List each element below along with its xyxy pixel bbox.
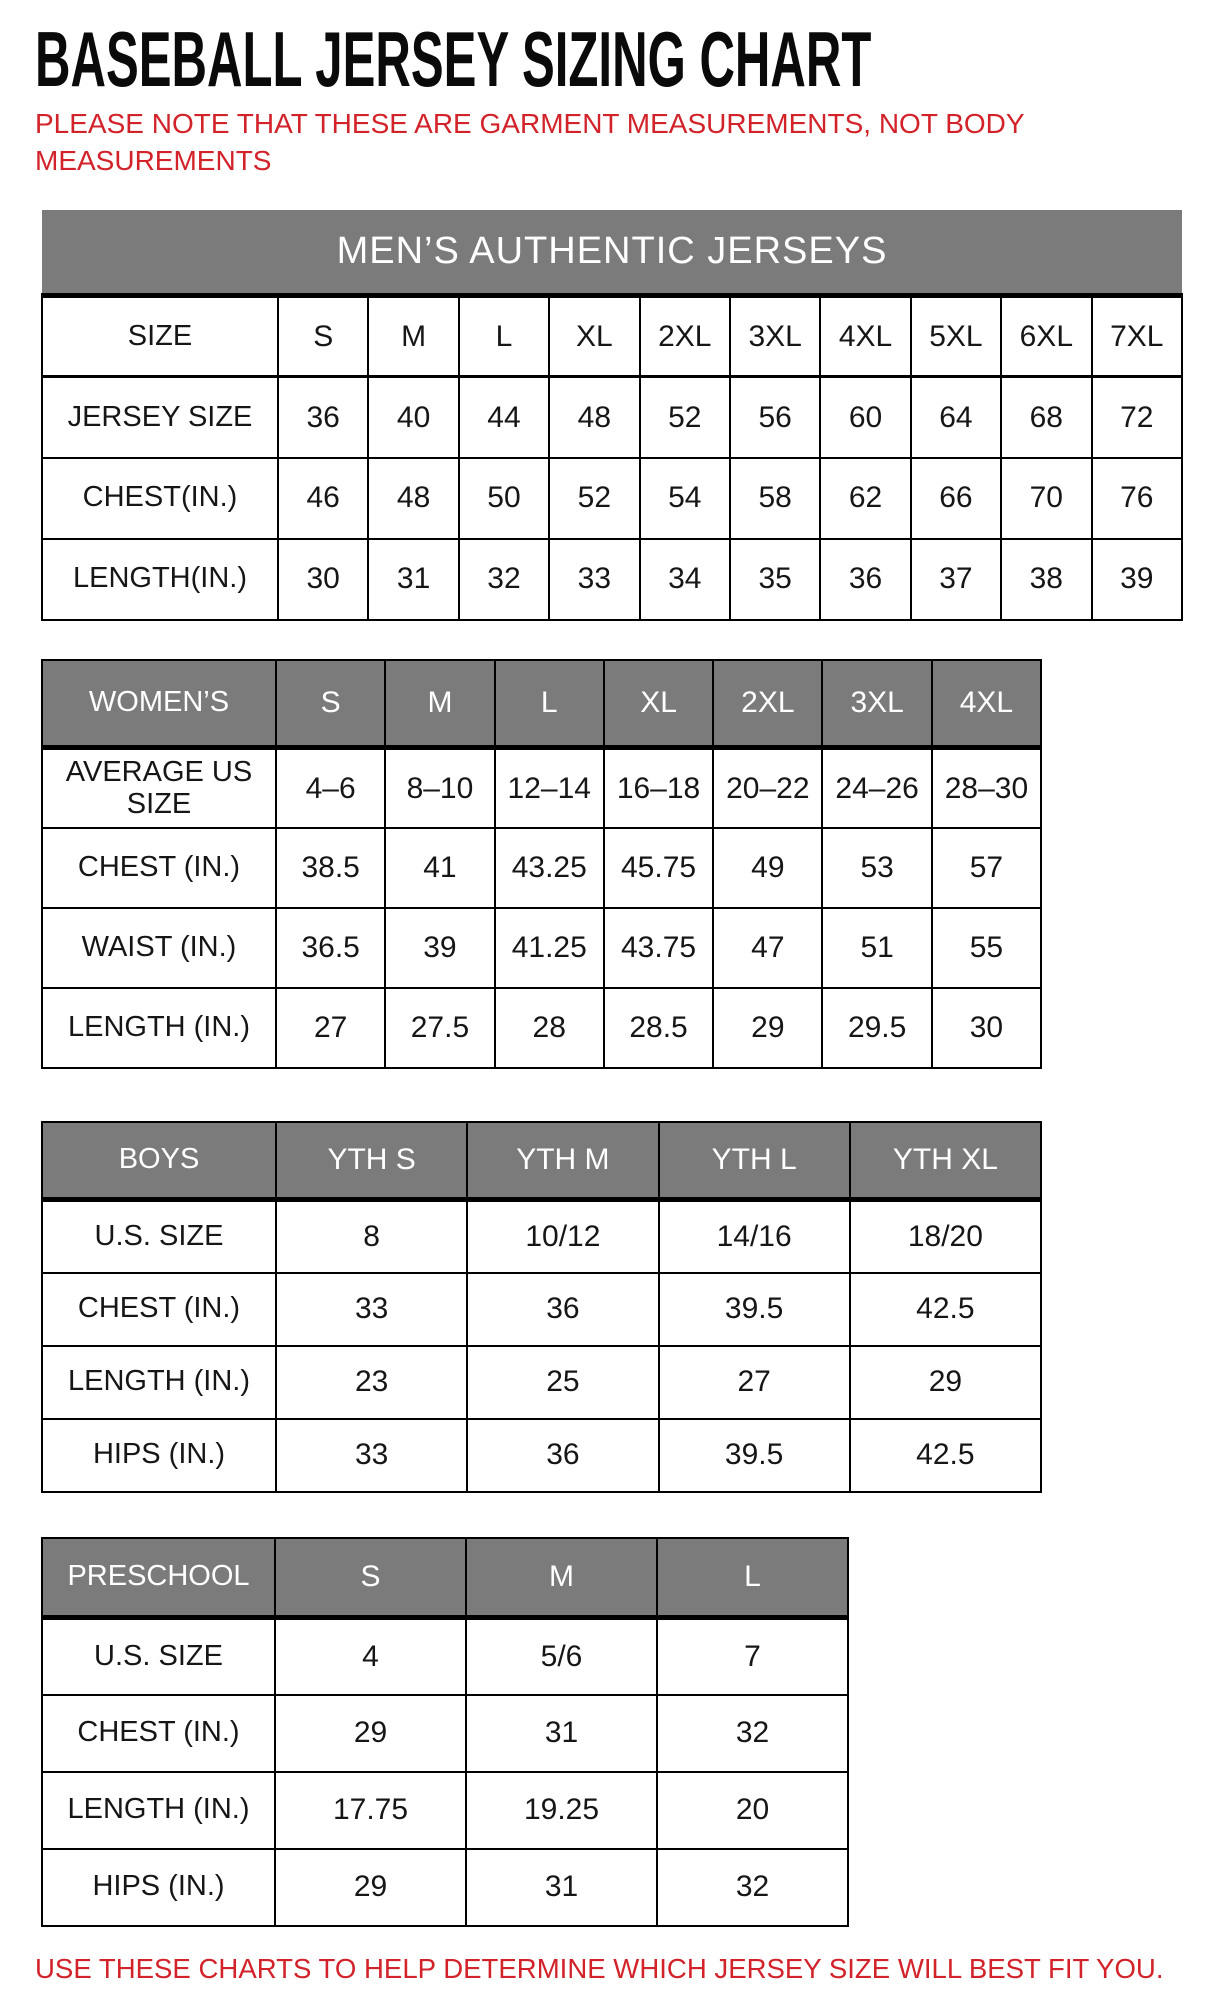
row-label: LENGTH (IN.) — [42, 988, 276, 1068]
row-label: JERSEY SIZE — [42, 377, 278, 458]
cell-value: 28.5 — [604, 988, 713, 1068]
row-label: AVERAGE US SIZE — [42, 748, 276, 828]
page-title: BASEBALL JERSEY SIZING CHART — [35, 15, 872, 103]
table-row — [42, 539, 1182, 620]
table-row — [42, 1695, 848, 1772]
cell-value: 39 — [1092, 539, 1183, 620]
cell-value: 25 — [467, 1346, 658, 1419]
cell-value: 52 — [640, 377, 730, 458]
column-header: 6XL — [1001, 296, 1091, 377]
column-header: 2XL — [713, 660, 822, 748]
table-row — [42, 296, 1182, 377]
cell-value: 42.5 — [850, 1419, 1041, 1492]
cell-value: 57 — [932, 828, 1041, 908]
cell-value: 39.5 — [659, 1273, 850, 1346]
cell-value: 32 — [657, 1695, 848, 1772]
cell-value: 27 — [659, 1346, 850, 1419]
column-header: 5XL — [911, 296, 1001, 377]
cell-value: 14/16 — [659, 1200, 850, 1273]
cell-value: 45.75 — [604, 828, 713, 908]
cell-value: 29 — [850, 1346, 1041, 1419]
cell-value: 43.25 — [495, 828, 604, 908]
column-header: YTH XL — [850, 1122, 1041, 1200]
cell-value: 66 — [911, 458, 1001, 539]
cell-value: 36.5 — [276, 908, 385, 988]
cell-value: 29.5 — [822, 988, 931, 1068]
cell-value: 47 — [713, 908, 822, 988]
cell-value: 53 — [822, 828, 931, 908]
row-label: CHEST (IN.) — [42, 828, 276, 908]
cell-value: 12–14 — [495, 748, 604, 828]
column-header: YTH L — [659, 1122, 850, 1200]
cell-value: 24–26 — [822, 748, 931, 828]
table-row — [42, 458, 1182, 539]
cell-value: 4–6 — [276, 748, 385, 828]
column-header: PRESCHOOL — [42, 1538, 275, 1618]
cell-value: 8 — [276, 1200, 467, 1273]
cell-value: 17.75 — [275, 1772, 466, 1849]
cell-value: 36 — [467, 1273, 658, 1346]
table-row — [42, 1538, 848, 1618]
cell-value: 42.5 — [850, 1273, 1041, 1346]
table-row — [42, 377, 1182, 458]
table-row — [42, 660, 1041, 748]
cell-value: 20 — [657, 1772, 848, 1849]
column-header: WOMEN’S — [42, 660, 276, 748]
cell-value: 52 — [549, 458, 639, 539]
cell-value: 36 — [467, 1419, 658, 1492]
cell-value: 23 — [276, 1346, 467, 1419]
column-header: 4XL — [932, 660, 1041, 748]
cell-value: 48 — [549, 377, 639, 458]
column-header: YTH M — [467, 1122, 658, 1200]
table-row — [42, 1273, 1041, 1346]
row-label: LENGTH (IN.) — [42, 1346, 276, 1419]
cell-value: 31 — [466, 1849, 657, 1926]
garment-measurement-note: PLEASE NOTE THAT THESE ARE GARMENT MEASUREMENTS, NOT BODY MEASUREMENTS — [35, 108, 1025, 176]
cell-value: 28–30 — [932, 748, 1041, 828]
column-header: M — [466, 1538, 657, 1618]
cell-value: 35 — [730, 539, 820, 620]
cell-value: 41.25 — [495, 908, 604, 988]
table-row — [42, 1419, 1041, 1492]
row-label: CHEST(IN.) — [42, 458, 278, 539]
row-label: LENGTH (IN.) — [42, 1772, 275, 1849]
cell-value: 29 — [713, 988, 822, 1068]
table-row — [42, 1618, 848, 1695]
column-header: L — [657, 1538, 848, 1618]
row-label: WAIST (IN.) — [42, 908, 276, 988]
cell-value: 68 — [1001, 377, 1091, 458]
column-header: BOYS — [42, 1122, 276, 1200]
preschool-jerseys-table — [41, 1537, 849, 1927]
cell-value: 33 — [549, 539, 639, 620]
cell-value: 56 — [730, 377, 820, 458]
row-label: CHEST (IN.) — [42, 1695, 275, 1772]
column-header: S — [278, 296, 368, 377]
cell-value: 10/12 — [467, 1200, 658, 1273]
cell-value: 29 — [275, 1849, 466, 1926]
cell-value: 39.5 — [659, 1419, 850, 1492]
column-header: M — [368, 296, 458, 377]
table-row — [42, 1200, 1041, 1273]
boys-jerseys-table — [41, 1121, 1042, 1493]
cell-value: 58 — [730, 458, 820, 539]
cell-value: 28 — [495, 988, 604, 1068]
row-label: U.S. SIZE — [42, 1200, 276, 1273]
cell-value: 70 — [1001, 458, 1091, 539]
cell-value: 33 — [276, 1419, 467, 1492]
cell-value: 31 — [368, 539, 458, 620]
cell-value: 39 — [385, 908, 494, 988]
column-header: S — [275, 1538, 466, 1618]
cell-value: 43.75 — [604, 908, 713, 988]
cell-value: 16–18 — [604, 748, 713, 828]
cell-value: 36 — [278, 377, 368, 458]
row-label: U.S. SIZE — [42, 1618, 275, 1695]
cell-value: 49 — [713, 828, 822, 908]
cell-value: 40 — [368, 377, 458, 458]
table-row — [42, 748, 1041, 828]
cell-value: 51 — [822, 908, 931, 988]
cell-value: 72 — [1092, 377, 1183, 458]
footer-note: USE THESE CHARTS TO HELP DETERMINE WHICH JERSEY SIZE WILL BEST FIT YOU. — [35, 1952, 1164, 1984]
column-header: L — [459, 296, 549, 377]
cell-value: 30 — [932, 988, 1041, 1068]
cell-value: 60 — [820, 377, 910, 458]
column-header: S — [276, 660, 385, 748]
column-header: 7XL — [1092, 296, 1183, 377]
table-row — [42, 210, 1182, 296]
column-header: XL — [604, 660, 713, 748]
cell-value: 50 — [459, 458, 549, 539]
cell-value: 64 — [911, 377, 1001, 458]
cell-value: 8–10 — [385, 748, 494, 828]
cell-value: 36 — [820, 539, 910, 620]
cell-value: 46 — [278, 458, 368, 539]
cell-value: 34 — [640, 539, 730, 620]
cell-value: 76 — [1092, 458, 1183, 539]
table-row — [42, 1346, 1041, 1419]
row-label: HIPS (IN.) — [42, 1419, 276, 1492]
cell-value: 7 — [657, 1618, 848, 1695]
cell-value: 32 — [657, 1849, 848, 1926]
cell-value: 33 — [276, 1273, 467, 1346]
cell-value: 38.5 — [276, 828, 385, 908]
table-row — [42, 988, 1041, 1068]
column-header: 3XL — [822, 660, 931, 748]
cell-value: 27 — [276, 988, 385, 1068]
cell-value: 44 — [459, 377, 549, 458]
cell-value: 30 — [278, 539, 368, 620]
column-header: XL — [549, 296, 639, 377]
column-header: SIZE — [42, 296, 278, 377]
cell-value: 5/6 — [466, 1618, 657, 1695]
cell-value: 27.5 — [385, 988, 494, 1068]
cell-value: 37 — [911, 539, 1001, 620]
column-header: L — [495, 660, 604, 748]
cell-value: 20–22 — [713, 748, 822, 828]
cell-value: 18/20 — [850, 1200, 1041, 1273]
table-row — [42, 828, 1041, 908]
cell-value: 54 — [640, 458, 730, 539]
womens-jerseys-table — [41, 659, 1042, 1069]
cell-value: 41 — [385, 828, 494, 908]
cell-value: 32 — [459, 539, 549, 620]
cell-value: 48 — [368, 458, 458, 539]
mens-jerseys-table — [41, 210, 1183, 621]
cell-value: 29 — [275, 1695, 466, 1772]
row-label: HIPS (IN.) — [42, 1849, 275, 1926]
column-header: M — [385, 660, 494, 748]
mens-table-banner: MEN’S AUTHENTIC JERSEYS — [42, 210, 1182, 296]
cell-value: 4 — [275, 1618, 466, 1695]
cell-value: 55 — [932, 908, 1041, 988]
cell-value: 62 — [820, 458, 910, 539]
column-header: 2XL — [640, 296, 730, 377]
cell-value: 19.25 — [466, 1772, 657, 1849]
cell-value: 31 — [466, 1695, 657, 1772]
column-header: YTH S — [276, 1122, 467, 1200]
row-label: CHEST (IN.) — [42, 1273, 276, 1346]
table-row — [42, 908, 1041, 988]
column-header: 4XL — [820, 296, 910, 377]
column-header: 3XL — [730, 296, 820, 377]
table-row — [42, 1122, 1041, 1200]
table-row — [42, 1849, 848, 1926]
row-label: LENGTH(IN.) — [42, 539, 278, 620]
table-row — [42, 1772, 848, 1849]
cell-value: 38 — [1001, 539, 1091, 620]
